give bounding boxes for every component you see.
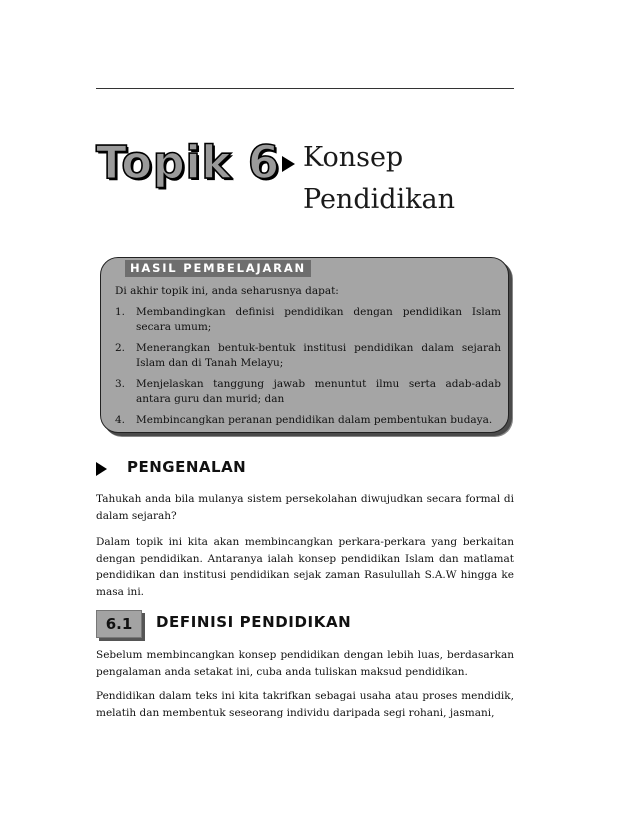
chapter-title (303, 137, 523, 221)
list-item (115, 413, 501, 428)
list-item (115, 305, 501, 335)
list-item-number: 3. (115, 378, 126, 390)
list-item-number: 2. (115, 342, 126, 354)
right-triangle-icon (282, 156, 295, 172)
introduction-paragraph: Tahukah anda bila mulanya sistem persekolahan diwujudkan secara formal di dalam sejarah? (96, 493, 514, 522)
section-paragraph: Pendidikan dalam teks ini kita takrifkan sebagai usaha atau proses mendidik, melatih dan membentuk seseorang individu daripada segi rohani, jasmani, (96, 690, 514, 719)
introduction-paragraph: Dalam topik ini kita akan membincangkan perkara-perkara yang berkaitan dengan pendidikan. Antaranya ialah konsep pendidikan Islam dan matlamat pendidikan dan institusi pendidikan sejak zaman Rasulullah S.A.W hingga ke masa ini. (96, 536, 514, 598)
section-title: DEFINISI PENDIDIKAN (156, 613, 352, 631)
list-item-number: 1. (115, 306, 126, 318)
list-item-text: Membandingkan definisi pendidikan dengan pendidikan Islam secara umum; (136, 306, 501, 333)
list-item-text: Menjelaskan tanggung jawab menuntut ilmu serta adab-adab antara guru dan murid; dan (136, 378, 501, 405)
topic-number: Topik 6 (96, 136, 280, 189)
list-item-text: Membincangkan peranan pendidikan dalam pembentukan budaya. (136, 414, 493, 426)
learning-outcomes-list (115, 305, 501, 434)
introduction-heading-label: PENGENALAN (127, 458, 247, 476)
chapter-title-line: Pendidikan (303, 184, 456, 215)
section-number-badge: 6.1 (96, 610, 142, 638)
learning-outcomes-intro: Di akhir topik ini, anda seharusnya dapat: (115, 285, 339, 297)
learning-outcomes-box (100, 257, 509, 433)
list-item (115, 341, 501, 371)
section-paragraph: Sebelum membincangkan konsep pendidikan dengan lebih luas, berdasarkan pengalaman anda setakat ini, cuba anda tuliskan maksud pendidikan. (96, 649, 514, 678)
list-item-number: 4. (115, 414, 126, 426)
header-rule (96, 88, 514, 89)
list-item (115, 377, 501, 407)
learning-outcomes-label: HASIL PEMBELAJARAN (125, 260, 311, 277)
chapter-title-line: Konsep (303, 142, 404, 173)
right-triangle-icon (96, 462, 107, 476)
list-item-text: Menerangkan bentuk-bentuk institusi pendidikan dalam sejarah Islam dan di Tanah Melayu; (136, 342, 501, 369)
